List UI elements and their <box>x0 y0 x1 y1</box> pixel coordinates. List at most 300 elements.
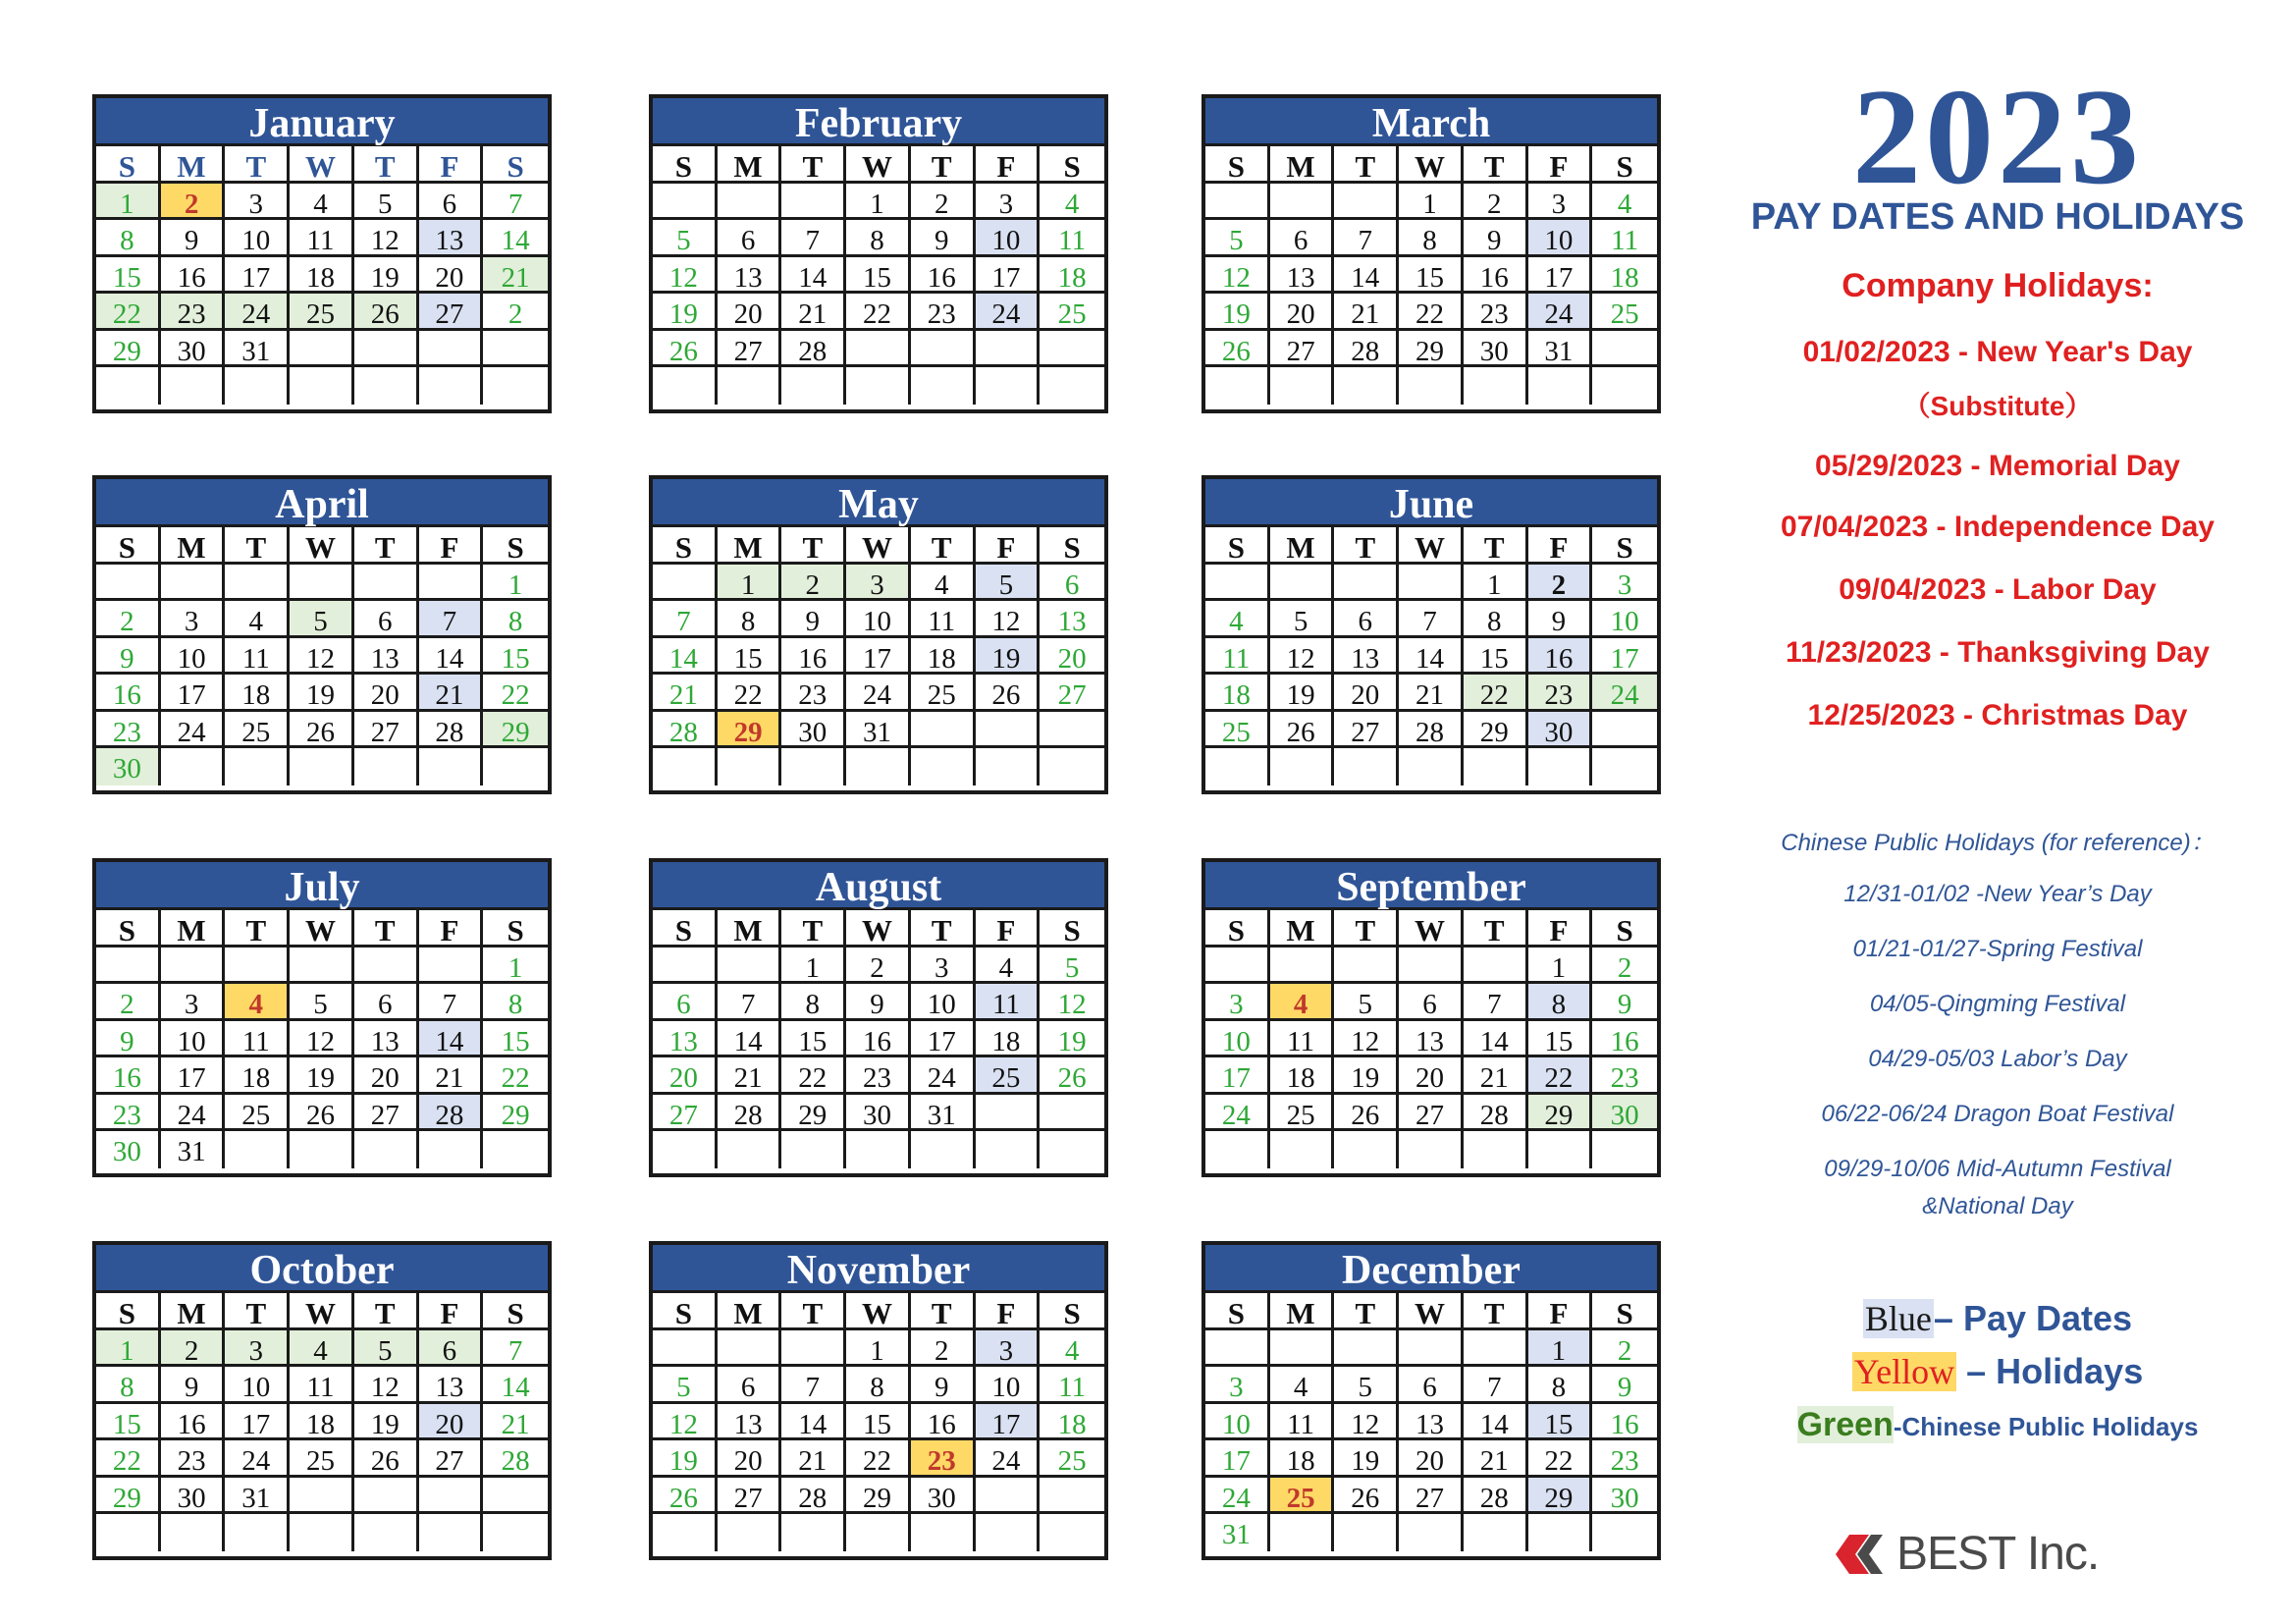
day-cell: 14 <box>1399 638 1464 676</box>
day-cell: 25 <box>290 1440 354 1478</box>
empty-cell <box>419 1514 484 1551</box>
empty-cell <box>1040 367 1104 405</box>
day-cell: 2 <box>781 565 846 602</box>
day-cell: 5 <box>1270 601 1335 638</box>
day-cell: 26 <box>653 1478 718 1515</box>
weekday-header: T <box>911 910 976 947</box>
company-holiday-item: 05/29/2023 - Memorial Day <box>1815 450 2180 482</box>
day-cell: 12 <box>354 1367 419 1404</box>
empty-cell <box>96 947 161 985</box>
weekday-header: F <box>1528 910 1593 947</box>
empty-cell <box>290 1131 354 1168</box>
weekday-header: F <box>419 1293 484 1330</box>
weekday-header: S <box>483 910 548 947</box>
day-cell: 31 <box>1205 1514 1270 1551</box>
empty-cell <box>1399 1131 1464 1168</box>
empty-cell <box>1399 565 1464 602</box>
day-cell: 6 <box>1040 565 1104 602</box>
day-cell: 21 <box>1464 1440 1528 1478</box>
weekday-header: S <box>1592 527 1657 565</box>
day-cell: 29 <box>1464 712 1528 749</box>
legend-green-text: -Chinese Public Holidays <box>1893 1412 2199 1441</box>
day-cell: 9 <box>846 984 911 1021</box>
day-cell: 17 <box>976 1404 1041 1441</box>
day-cell: 25 <box>911 675 976 712</box>
day-cell: 29 <box>96 331 161 368</box>
empty-cell <box>419 331 484 368</box>
day-cell: 27 <box>1399 1095 1464 1132</box>
empty-cell <box>653 565 718 602</box>
day-cell: 1 <box>483 947 548 985</box>
weekday-header: W <box>846 1293 911 1330</box>
month-title: September <box>1205 862 1657 910</box>
day-cell: 2 <box>96 601 161 638</box>
day-cell: 25 <box>290 294 354 331</box>
day-cell: 13 <box>1334 638 1399 676</box>
day-cell: 5 <box>976 565 1041 602</box>
day-cell: 22 <box>1528 1057 1593 1095</box>
empty-cell <box>1334 367 1399 405</box>
day-cell: 14 <box>419 1021 484 1058</box>
day-cell: 3 <box>161 601 226 638</box>
empty-cell <box>483 1514 548 1551</box>
weekday-header: F <box>419 527 484 565</box>
weekday-header: W <box>290 910 354 947</box>
month-title: June <box>1205 479 1657 527</box>
day-cell: 7 <box>781 220 846 257</box>
company-holiday-item: 11/23/2023 - Thanksgiving Day <box>1786 636 2210 669</box>
month-june <box>1201 475 1661 794</box>
day-cell: 23 <box>161 1440 226 1478</box>
day-cell: 22 <box>483 1057 548 1095</box>
day-cell: 13 <box>718 1404 782 1441</box>
empty-cell <box>1592 1514 1657 1551</box>
day-cell: 19 <box>290 675 354 712</box>
empty-cell <box>718 1131 782 1168</box>
day-cell: 15 <box>96 1404 161 1441</box>
day-cell: 21 <box>419 1057 484 1095</box>
weekday-header: F <box>1528 1293 1593 1330</box>
day-cell: 30 <box>96 1131 161 1168</box>
empty-cell <box>1334 565 1399 602</box>
chinese-holiday-item: 04/29-05/03 Labor’s Day <box>1868 1046 2127 1072</box>
day-cell: 9 <box>781 601 846 638</box>
weekday-header: W <box>1399 1293 1464 1330</box>
weekday-header: W <box>1399 910 1464 947</box>
day-cell: 24 <box>161 712 226 749</box>
day-cell: 28 <box>1464 1478 1528 1515</box>
day-cell: 12 <box>290 638 354 676</box>
day-cell: 23 <box>96 712 161 749</box>
empty-cell <box>1528 367 1593 405</box>
weekday-header: F <box>419 910 484 947</box>
day-cell: 18 <box>911 638 976 676</box>
day-cell: 3 <box>225 184 290 221</box>
day-cell: 7 <box>1464 1367 1528 1404</box>
month-title: December <box>1205 1245 1657 1293</box>
day-cell: 27 <box>1270 331 1335 368</box>
day-cell: 8 <box>1399 220 1464 257</box>
empty-cell <box>419 947 484 985</box>
empty-cell <box>1592 712 1657 749</box>
day-cell: 20 <box>419 257 484 295</box>
day-cell: 27 <box>718 331 782 368</box>
empty-cell <box>976 331 1041 368</box>
empty-cell <box>1399 1330 1464 1368</box>
day-cell: 12 <box>1334 1404 1399 1441</box>
empty-cell <box>1040 1131 1104 1168</box>
day-cell: 17 <box>1592 638 1657 676</box>
day-cell: 15 <box>1528 1404 1593 1441</box>
day-cell: 28 <box>1399 712 1464 749</box>
empty-cell <box>354 367 419 405</box>
empty-cell <box>976 1478 1041 1515</box>
day-cell: 17 <box>225 257 290 295</box>
day-cell: 30 <box>1464 331 1528 368</box>
weekday-header: T <box>354 527 419 565</box>
empty-cell <box>1205 184 1270 221</box>
day-cell: 10 <box>225 1367 290 1404</box>
day-cell: 8 <box>846 1367 911 1404</box>
day-cell: 18 <box>225 675 290 712</box>
day-cell: 13 <box>1270 257 1335 295</box>
weekday-header: M <box>718 146 782 184</box>
day-cell: 17 <box>225 1404 290 1441</box>
day-cell: 9 <box>96 1021 161 1058</box>
day-cell: 15 <box>483 638 548 676</box>
empty-cell <box>781 1131 846 1168</box>
empty-cell <box>653 1514 718 1551</box>
day-cell: 1 <box>846 184 911 221</box>
day-cell: 16 <box>96 1057 161 1095</box>
day-cell: 16 <box>161 257 226 295</box>
empty-cell <box>419 748 484 785</box>
weekday-header: M <box>718 527 782 565</box>
empty-cell <box>781 1330 846 1368</box>
weekday-header: T <box>354 1293 419 1330</box>
weekday-header: W <box>1399 527 1464 565</box>
weekday-header: S <box>483 527 548 565</box>
day-cell: 31 <box>911 1095 976 1132</box>
day-cell: 14 <box>1334 257 1399 295</box>
weekday-header: S <box>1205 910 1270 947</box>
day-cell: 6 <box>419 1330 484 1368</box>
day-cell: 31 <box>1528 331 1593 368</box>
day-cell: 20 <box>1040 638 1104 676</box>
day-cell: 7 <box>1334 220 1399 257</box>
day-cell: 19 <box>1040 1021 1104 1058</box>
month-title: March <box>1205 98 1657 146</box>
weekday-header: S <box>96 910 161 947</box>
weekday-header: M <box>1270 910 1335 947</box>
empty-cell <box>846 367 911 405</box>
month-january <box>92 94 552 413</box>
day-cell: 25 <box>1270 1478 1335 1515</box>
empty-cell <box>225 1514 290 1551</box>
empty-cell <box>976 712 1041 749</box>
day-cell: 15 <box>1528 1021 1593 1058</box>
day-cell: 14 <box>653 638 718 676</box>
day-cell: 27 <box>1334 712 1399 749</box>
day-cell: 9 <box>1528 601 1593 638</box>
day-cell: 24 <box>1205 1478 1270 1515</box>
weekday-header: F <box>419 146 484 184</box>
empty-cell <box>225 1131 290 1168</box>
day-cell: 11 <box>1270 1021 1335 1058</box>
day-cell: 6 <box>653 984 718 1021</box>
day-cell: 2 <box>911 184 976 221</box>
day-cell: 24 <box>1528 294 1593 331</box>
day-cell: 24 <box>1205 1095 1270 1132</box>
day-cell: 8 <box>718 601 782 638</box>
day-cell: 30 <box>1592 1478 1657 1515</box>
empty-cell <box>1399 947 1464 985</box>
empty-cell <box>290 1514 354 1551</box>
empty-cell <box>290 367 354 405</box>
day-cell: 22 <box>96 1440 161 1478</box>
empty-cell <box>846 748 911 785</box>
day-cell: 16 <box>911 257 976 295</box>
empty-cell <box>1040 331 1104 368</box>
day-cell: 28 <box>1334 331 1399 368</box>
day-cell: 12 <box>290 1021 354 1058</box>
day-cell: 4 <box>1205 601 1270 638</box>
day-cell: 15 <box>846 1404 911 1441</box>
day-cell: 19 <box>1270 675 1335 712</box>
day-cell: 28 <box>781 331 846 368</box>
day-cell: 11 <box>1040 220 1104 257</box>
day-cell: 1 <box>1399 184 1464 221</box>
day-cell: 24 <box>225 294 290 331</box>
empty-cell <box>1334 184 1399 221</box>
day-cell: 25 <box>1040 294 1104 331</box>
day-cell: 6 <box>718 1367 782 1404</box>
day-cell: 13 <box>653 1021 718 1058</box>
empty-cell <box>1334 748 1399 785</box>
empty-cell <box>1205 1131 1270 1168</box>
day-cell: 9 <box>1464 220 1528 257</box>
empty-cell <box>225 565 290 602</box>
day-cell: 3 <box>161 984 226 1021</box>
day-cell: 6 <box>1334 601 1399 638</box>
empty-cell <box>1592 331 1657 368</box>
empty-cell <box>483 1131 548 1168</box>
day-cell: 21 <box>653 675 718 712</box>
chinese-holiday-item: 04/05-Qingming Festival <box>1869 991 2126 1017</box>
day-cell: 23 <box>846 1057 911 1095</box>
empty-cell <box>290 1478 354 1515</box>
weekday-header: S <box>483 1293 548 1330</box>
weekday-header: M <box>161 146 226 184</box>
weekday-header: S <box>653 1293 718 1330</box>
weekday-header: T <box>1464 146 1528 184</box>
day-cell: 12 <box>1270 638 1335 676</box>
empty-cell <box>846 1131 911 1168</box>
day-cell: 27 <box>419 1440 484 1478</box>
day-cell: 25 <box>1270 1095 1335 1132</box>
empty-cell <box>1040 748 1104 785</box>
empty-cell <box>419 367 484 405</box>
weekday-header: S <box>96 1293 161 1330</box>
day-cell: 26 <box>290 1095 354 1132</box>
day-cell: 10 <box>1205 1404 1270 1441</box>
empty-cell <box>1040 1478 1104 1515</box>
day-cell: 23 <box>1592 1440 1657 1478</box>
chinese-holiday-item: 06/22-06/24 Dragon Boat Festival <box>1821 1101 2174 1127</box>
day-cell: 1 <box>1528 947 1593 985</box>
day-cell: 3 <box>1205 984 1270 1021</box>
weekday-header: F <box>976 146 1041 184</box>
empty-cell <box>718 367 782 405</box>
day-cell: 5 <box>290 984 354 1021</box>
day-cell: 14 <box>1464 1021 1528 1058</box>
day-cell: 21 <box>718 1057 782 1095</box>
empty-cell <box>718 1330 782 1368</box>
day-cell: 4 <box>225 601 290 638</box>
empty-cell <box>290 947 354 985</box>
weekday-header: T <box>781 910 846 947</box>
day-cell: 7 <box>483 184 548 221</box>
day-cell: 15 <box>1399 257 1464 295</box>
month-title: April <box>96 479 548 527</box>
day-cell: 22 <box>781 1057 846 1095</box>
day-cell: 19 <box>1334 1057 1399 1095</box>
day-cell: 10 <box>1205 1021 1270 1058</box>
day-cell: 28 <box>483 1440 548 1478</box>
empty-cell <box>911 748 976 785</box>
empty-cell <box>1528 748 1593 785</box>
empty-cell <box>1592 748 1657 785</box>
day-cell: 2 <box>1592 947 1657 985</box>
day-cell: 8 <box>96 1367 161 1404</box>
month-august <box>649 858 1108 1177</box>
chinese-holiday-item: 09/29-10/06 Mid-Autumn Festival <box>1824 1156 2171 1182</box>
weekday-header: W <box>290 1293 354 1330</box>
day-cell: 27 <box>354 1095 419 1132</box>
empty-cell <box>653 748 718 785</box>
day-cell: 31 <box>225 331 290 368</box>
month-may <box>649 475 1108 794</box>
legend-pay-dates <box>1723 1298 2272 1339</box>
day-cell: 6 <box>718 220 782 257</box>
day-cell: 25 <box>1040 1440 1104 1478</box>
empty-cell <box>354 748 419 785</box>
day-cell: 1 <box>96 1330 161 1368</box>
day-cell: 24 <box>976 1440 1041 1478</box>
month-title: July <box>96 862 548 910</box>
weekday-header: T <box>1334 1293 1399 1330</box>
day-cell: 20 <box>419 1404 484 1441</box>
day-cell: 18 <box>1040 1404 1104 1441</box>
day-cell: 11 <box>225 1021 290 1058</box>
day-cell: 21 <box>483 1404 548 1441</box>
day-cell: 23 <box>1528 675 1593 712</box>
empty-cell <box>911 331 976 368</box>
day-cell: 12 <box>653 257 718 295</box>
weekday-header: S <box>1592 146 1657 184</box>
empty-cell <box>1464 1330 1528 1368</box>
year-title: 2023 <box>1852 61 2143 213</box>
empty-cell <box>161 947 226 985</box>
day-cell: 15 <box>483 1021 548 1058</box>
weekday-header: S <box>1592 910 1657 947</box>
day-cell: 7 <box>1399 601 1464 638</box>
month-title: January <box>96 98 548 146</box>
day-cell: 21 <box>781 294 846 331</box>
day-cell: 25 <box>1205 712 1270 749</box>
empty-cell <box>911 367 976 405</box>
weekday-header: T <box>781 146 846 184</box>
month-december <box>1201 1241 1661 1560</box>
day-cell: 26 <box>1205 331 1270 368</box>
day-cell: 16 <box>161 1404 226 1441</box>
day-cell: 17 <box>1205 1057 1270 1095</box>
weekday-header: S <box>1205 146 1270 184</box>
month-title: May <box>653 479 1104 527</box>
empty-cell <box>290 565 354 602</box>
day-cell: 28 <box>718 1095 782 1132</box>
day-cell: 6 <box>1399 984 1464 1021</box>
day-cell: 1 <box>718 565 782 602</box>
empty-cell <box>1464 748 1528 785</box>
empty-cell <box>1270 1131 1335 1168</box>
day-cell: 11 <box>976 984 1041 1021</box>
day-cell: 11 <box>1270 1404 1335 1441</box>
legend-yellow-text: – Holidays <box>1956 1351 2144 1391</box>
empty-cell <box>1334 947 1399 985</box>
empty-cell <box>976 748 1041 785</box>
day-cell: 4 <box>1040 1330 1104 1368</box>
empty-cell <box>1399 367 1464 405</box>
day-cell: 20 <box>653 1057 718 1095</box>
day-cell: 20 <box>1399 1057 1464 1095</box>
weekday-header: T <box>354 146 419 184</box>
day-cell: 3 <box>976 1330 1041 1368</box>
day-cell: 22 <box>846 1440 911 1478</box>
day-cell: 8 <box>1464 601 1528 638</box>
day-cell: 29 <box>96 1478 161 1515</box>
weekday-header: M <box>161 910 226 947</box>
day-cell: 29 <box>483 1095 548 1132</box>
day-cell: 26 <box>976 675 1041 712</box>
empty-cell <box>354 1514 419 1551</box>
day-cell: 20 <box>354 675 419 712</box>
empty-cell <box>1399 1514 1464 1551</box>
day-cell: 27 <box>1040 675 1104 712</box>
empty-cell <box>1040 1514 1104 1551</box>
day-cell: 8 <box>846 220 911 257</box>
empty-cell <box>653 947 718 985</box>
weekday-header: T <box>911 527 976 565</box>
day-cell: 20 <box>354 1057 419 1095</box>
day-cell: 17 <box>846 638 911 676</box>
day-cell: 29 <box>1399 331 1464 368</box>
chinese-holiday-item: &National Day <box>1922 1193 2073 1219</box>
empty-cell <box>846 331 911 368</box>
day-cell: 24 <box>225 1440 290 1478</box>
month-title: February <box>653 98 1104 146</box>
day-cell: 4 <box>1270 984 1335 1021</box>
day-cell: 16 <box>911 1404 976 1441</box>
day-cell: 5 <box>1334 1367 1399 1404</box>
day-cell: 4 <box>290 184 354 221</box>
day-cell: 12 <box>653 1404 718 1441</box>
day-cell: 17 <box>161 1057 226 1095</box>
weekday-header: M <box>161 1293 226 1330</box>
day-cell: 11 <box>225 638 290 676</box>
day-cell: 8 <box>483 984 548 1021</box>
empty-cell <box>1592 367 1657 405</box>
